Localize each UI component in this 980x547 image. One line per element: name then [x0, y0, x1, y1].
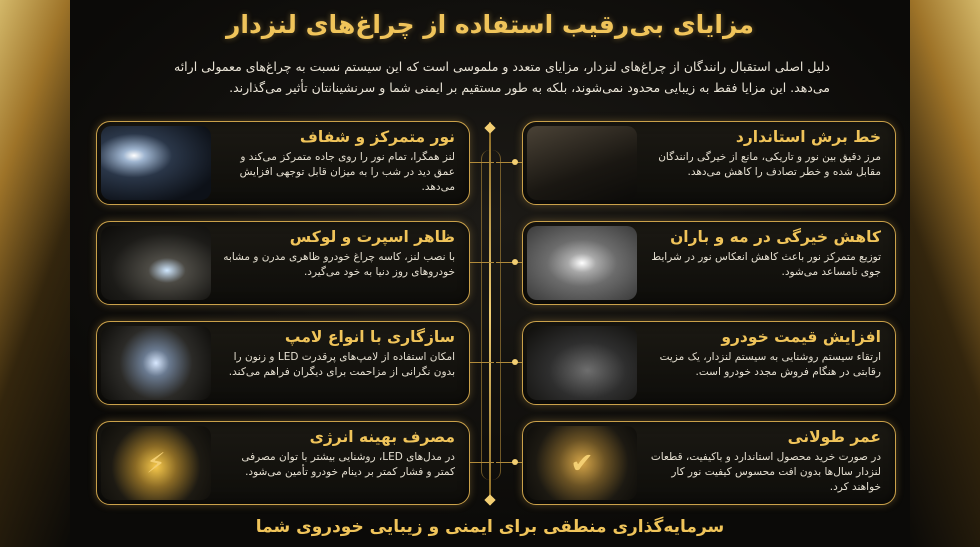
card-text: لنز همگرا، تمام نور را روی جاده متمرکز می‌کند و عمق دید در شب را به میزان قابل توجهی افزایش می‌دهد.	[239, 151, 455, 193]
card-energy	[96, 421, 470, 505]
connector-dot	[512, 259, 518, 265]
card-title: ظاهر اسپرت و لوکس	[289, 228, 455, 246]
road-headlight-icon	[101, 126, 211, 200]
connector	[496, 162, 522, 163]
battery-icon	[101, 426, 211, 500]
card-title: افزایش قیمت خودرو	[721, 328, 881, 346]
center-divider	[489, 122, 491, 505]
connector	[496, 462, 522, 463]
sport-car-icon	[101, 226, 211, 300]
card-text: با نصب لنز، کاسه چراغ خودرو ظاهری مدرن و مشابه خودروهای روز دنیا به خود می‌گیرد.	[223, 251, 455, 278]
connector-dot	[512, 359, 518, 365]
card-car-value	[522, 321, 896, 405]
card-title: مصرف بهینه انرژی	[309, 428, 455, 446]
card-lamp-compat	[96, 321, 470, 405]
intro-paragraph: دلیل اصلی استقبال رانندگان از چراغ‌های لنزدار، مزایای متعدد و ملموسی است که این سیستم نسبت به چراغ‌های معمولی ارائه می‌دهد. این مزایا فقط به زیبایی محدود نمی‌شوند، بلکه به طور مستقیم بر ایمنی شما و سرنشینانتان تأثیر می‌گذارند.	[174, 59, 830, 95]
fog-icon	[527, 226, 637, 300]
check-icon: ✔	[570, 446, 594, 480]
card-title: خط برش استاندارد	[735, 128, 881, 146]
connector	[496, 362, 522, 363]
card-text: مرز دقیق بین نور و تاریکی، مانع از خیرگی رانندگان مقابل شده و خطر تصادف را کاهش می‌دهد.	[658, 151, 881, 178]
connector	[468, 362, 494, 363]
card-text: ارتقاء سیستم روشنایی به سیستم لنزدار، یک مزیت رقابتی در هنگام فروش مجدد خودرو است.	[659, 351, 881, 378]
connector-dot	[512, 459, 518, 465]
shield-check-icon	[527, 426, 637, 500]
page-title: مزایای بی‌رقیب استفاده از چراغ‌های لنزدار	[226, 10, 754, 39]
card-sport-look	[96, 221, 470, 305]
card-text: در مدل‌های LED، روشنایی بیشتر با توان مصرفی کمتر و فشار کمتر بر دینام خودرو تأمین می‌شود.	[241, 451, 455, 478]
connector-dot	[512, 159, 518, 165]
card-text: امکان استفاده از لامپ‌های پرقدرت LED و زنون را بدون نگرانی از مزاحمت برای دیگران فراهم می‌کند.	[228, 351, 455, 378]
price-tag-icon	[527, 326, 637, 400]
card-text: در صورت خرید محصول استاندارد و باکیفیت، قطعات لنزدار سال‌ها بدون افت محسوس کیفیت نور کار خواهند کرد.	[650, 451, 881, 493]
connector	[468, 462, 494, 463]
lightning-icon: ⚡	[146, 446, 166, 480]
gold-frame-right	[910, 0, 980, 547]
bulbs-icon	[101, 326, 211, 400]
card-fog-glare	[522, 221, 896, 305]
center-frame	[481, 150, 501, 480]
card-title: عمر طولانی	[787, 428, 881, 446]
card-text: توزیع متمرکز نور باعث کاهش انعکاس نور در شرایط جوی نامساعد می‌شود.	[651, 251, 881, 278]
card-title: نور متمرکز و شفاف	[299, 128, 455, 146]
gold-frame-left	[0, 0, 70, 547]
connector	[468, 262, 494, 263]
cutoff-beam-icon	[527, 126, 637, 200]
card-focused-light	[96, 121, 470, 205]
card-title: کاهش خیرگی در مه و باران	[670, 228, 881, 246]
connector	[468, 162, 494, 163]
connector	[496, 262, 522, 263]
card-title: سازگاری با انواع لامپ	[284, 328, 455, 346]
card-long-life	[522, 421, 896, 505]
card-cutoff-line	[522, 121, 896, 205]
footer-tagline: سرمایه‌گذاری منطقی برای ایمنی و زیبایی خودروی شما	[255, 517, 725, 537]
